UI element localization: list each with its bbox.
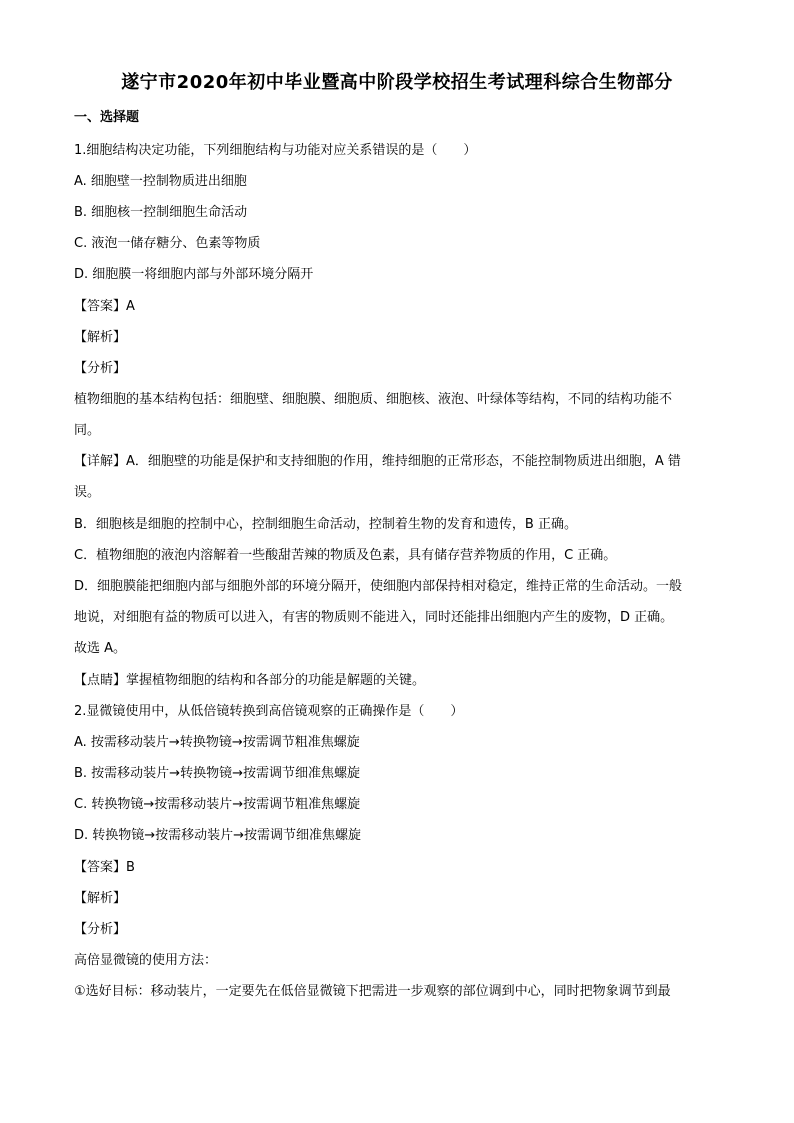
question-2-method-title: 高倍显微镜的使用方法： <box>74 953 218 968</box>
question-1-detail-d1: D．细胞膜能把细胞内部与细胞外部的环境分隔开，使细胞内部保持相对稳定，维持正常的生命活动。一般 <box>74 579 683 594</box>
question-2-stem: 2.显微镜使用中，从低倍镜转换到高倍镜观察的正确操作是（ ） <box>74 704 464 719</box>
question-2-option-a: A. 按需移动装片→转换物镜→按需调节粗准焦螺旋 <box>74 735 360 750</box>
question-2-answer: 【答案】B <box>74 860 135 875</box>
question-1-detail-b: B．细胞核是细胞的控制中心，控制细胞生命活动，控制着生物的发育和遗传，B 正确。 <box>74 517 577 532</box>
question-1-analysis-line1: 植物细胞的基本结构包括：细胞壁、细胞膜、细胞质、细胞核、液泡、叶绿体等结构，不同的结构功能不 <box>74 392 673 407</box>
section-heading: 一、选择题 <box>74 110 140 125</box>
page-title: 遂宁市2020年初中毕业暨高中阶段学校招生考试理科综合生物部分 <box>121 72 673 93</box>
question-1-detail-c: C．植物细胞的液泡内溶解着一些酸甜苦辣的物质及色素，具有储存营养物质的作用，C 正确。 <box>74 548 617 563</box>
question-2-option-d: D. 转换物镜→按需移动装片→按需调节细准焦螺旋 <box>74 828 362 843</box>
question-1-option-a: A. 细胞壁一控制物质进出细胞 <box>74 174 247 189</box>
question-2-method-line1: ①选好目标：移动装片，一定要先在低倍显微镜下把需进一步观察的部位调到中心，同时把物象调节到最 <box>74 984 671 999</box>
question-1-detail-line1: 【详解】A．细胞壁的功能是保护和支持细胞的作用，维持细胞的正常形态，不能控制物质进出细胞，A 错 <box>74 454 681 469</box>
question-1-detail-d2: 地说，对细胞有益的物质可以进入，有害的物质则不能进入，同时还能排出细胞内产生的废物，D 正确。 <box>74 610 674 625</box>
question-2-jiexi: 【解析】 <box>74 891 127 906</box>
question-2-fenxi: 【分析】 <box>74 922 127 937</box>
question-2-option-b: B. 按需移动装片→转换物镜→按需调节细准焦螺旋 <box>74 766 360 781</box>
question-1-option-d: D. 细胞膜一将细胞内部与外部环境分隔开 <box>74 267 314 282</box>
question-1-tip: 【点睛】掌握植物细胞的结构和各部分的功能是解题的关键。 <box>74 673 426 688</box>
question-1-fenxi: 【分析】 <box>74 361 127 376</box>
question-1-choose: 故选 A。 <box>74 641 127 656</box>
question-1-option-c: C. 液泡一储存糖分、色素等物质 <box>74 236 261 251</box>
question-1-answer: 【答案】A <box>74 299 135 314</box>
question-1-detail-line2: 误。 <box>74 485 101 500</box>
question-1-analysis-line2: 同。 <box>74 423 101 438</box>
question-1-stem: 1.细胞结构决定功能，下列细胞结构与功能对应关系错误的是（ ） <box>74 143 477 158</box>
question-2-option-c: C. 转换物镜→按需移动装片→按需调节粗准焦螺旋 <box>74 797 361 812</box>
question-1-jiexi: 【解析】 <box>74 330 127 345</box>
question-1-option-b: B. 细胞核一控制细胞生命活动 <box>74 205 248 220</box>
